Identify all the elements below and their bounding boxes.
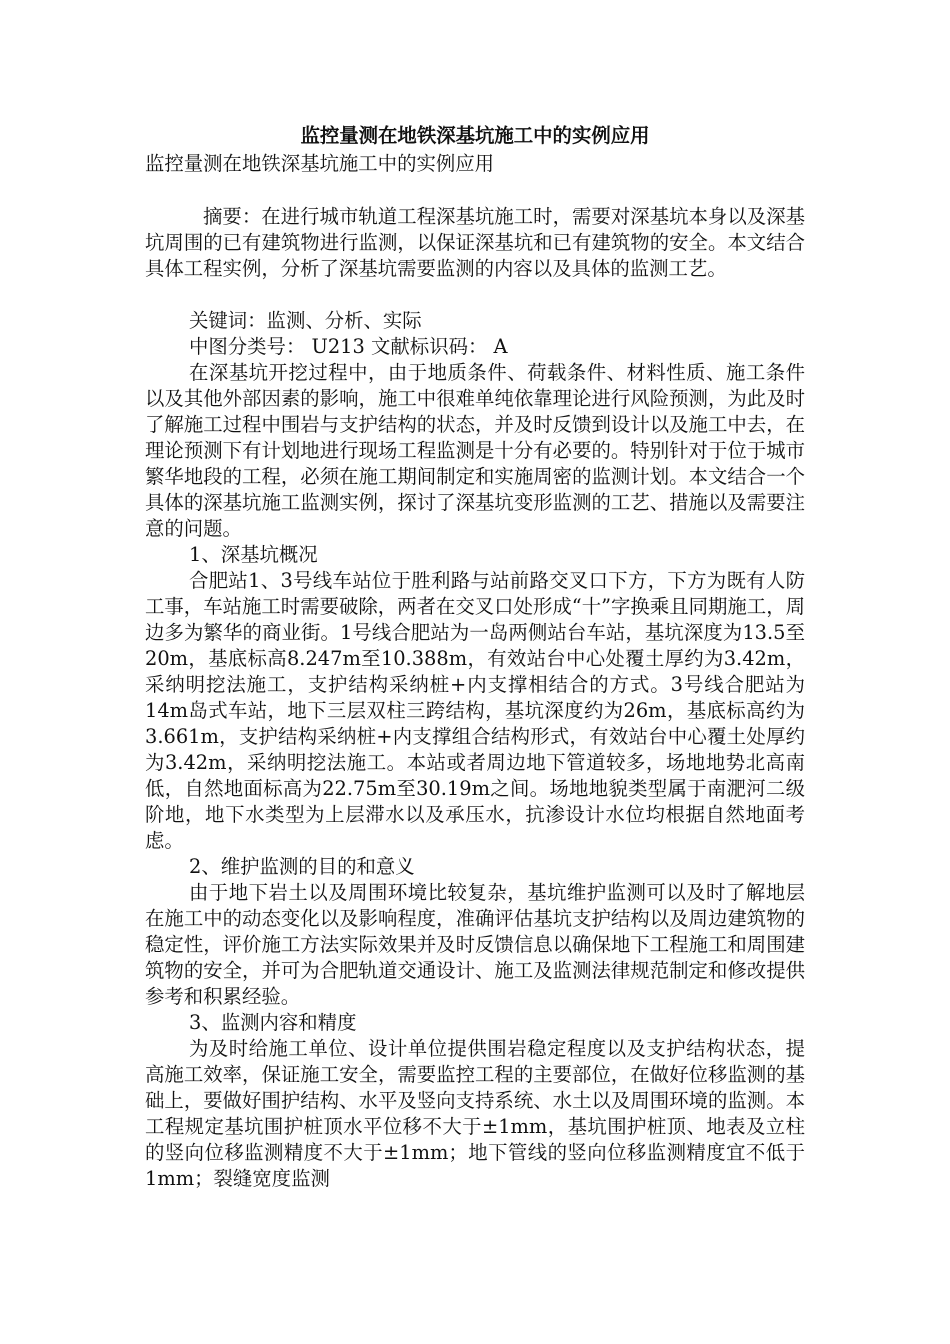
blank-line <box>145 282 805 308</box>
document-page <box>145 122 805 1192</box>
abstract-paragraph: 摘要：在进行城市轨道工程深基坑施工时，需要对深基坑本身以及深基坑周围的已有建筑物进行监测，以保证深基坑和已有建筑物的安全。本文结合具体工程实例，分析了深基坑需要监测的内容以及具体的监测工艺。 <box>145 205 805 280</box>
keywords-line: 关键词：监测、分析、实际 <box>189 309 422 332</box>
section-body-2: 由于地下岩土以及周围环境比较复杂，基坑维护监测可以及时了解地层在施工中的动态变化以及影响程度，准确评估基坑支护结构以及周边建筑物的稳定性，评价施工方法实际效果并及时反馈信息以确保地下工程施工和周围建筑物的安全，并可为合肥轨道交通设计、施工及监测法律规范制定和修改提供参考和积累经验。 <box>145 881 805 1008</box>
blank-line <box>145 178 805 204</box>
classification-line: 中图分类号： U213 文献标识码： A <box>189 335 508 358</box>
document-title: 监控量测在地铁深基坑施工中的实例应用 <box>300 124 650 147</box>
section-body-1: 合肥站1、3号线车站位于胜利路与站前路交叉口下方，下方为既有人防工事，车站施工时需要破除，两者在交叉口处形成“十”字换乘且同期施工，周边多为繁华的商业街。1号线合肥站为一岛两侧站台车站，基坑深度为13.5至20m，基底标高8.247m至10.388m，有效站台中心处覆土厚约为3.42m，采纳明挖法施工，支护结构采纳桩+内支撑相结合的方式。3号线合肥站为14m岛式车站，地下三层双柱三跨结构，基坑深度约为26m，基底标高约为3.661m，支护结构采纳桩+内支撑组合结构形式，有效站台中心覆土处厚约为3.42m，采纳明挖法施工。本站或者周边地下管道较多，场地地势北高南低，自然地面标高为22.75m至30.19m之间。场地地貌类型属于南淝河二级阶地，地下水类型为上层滞水以及承压水，抗渗设计水位均根据自然地面考虑。 <box>145 569 805 852</box>
section-body-3: 为及时给施工单位、设计单位提供围岩稳定程度以及支护结构状态，提高施工效率，保证施工安全，需要监控工程的主要部位，在做好位移监测的基础上，要做好围护结构、水平及竖向支持系统、水土以及周围环境的监测。本工程规定基坑围护桩顶水平位移不大于±1mm，基坑围护桩顶、地表及立柱的竖向位移监测精度不大于±1mm；地下管线的竖向位移监测精度宜不低于1mm；裂缝宽度监测 <box>145 1037 805 1190</box>
section-heading-2: 2、维护监测的目的和意义 <box>189 855 415 878</box>
section-heading-1: 1、深基坑概况 <box>189 543 318 566</box>
document-subtitle: 监控量测在地铁深基坑施工中的实例应用 <box>145 152 495 175</box>
section-heading-3: 3、监测内容和精度 <box>189 1011 357 1034</box>
intro-paragraph: 在深基坑开挖过程中，由于地质条件、荷载条件、材料性质、施工条件以及其他外部因素的影响，施工中很难单纯依靠理论进行风险预测，为此及时了解施工过程中围岩与支护结构的状态，并及时反馈到设计以及施工中去，在理论预测下有计划地进行现场工程监测是十分有必要的。特别针对于位于城市繁华地段的工程，必须在施工期间制定和实施周密的监测计划。本文结合一个具体的深基坑施工监测实例，探讨了深基坑变形监测的工艺、措施以及需要注意的问题。 <box>145 361 805 540</box>
